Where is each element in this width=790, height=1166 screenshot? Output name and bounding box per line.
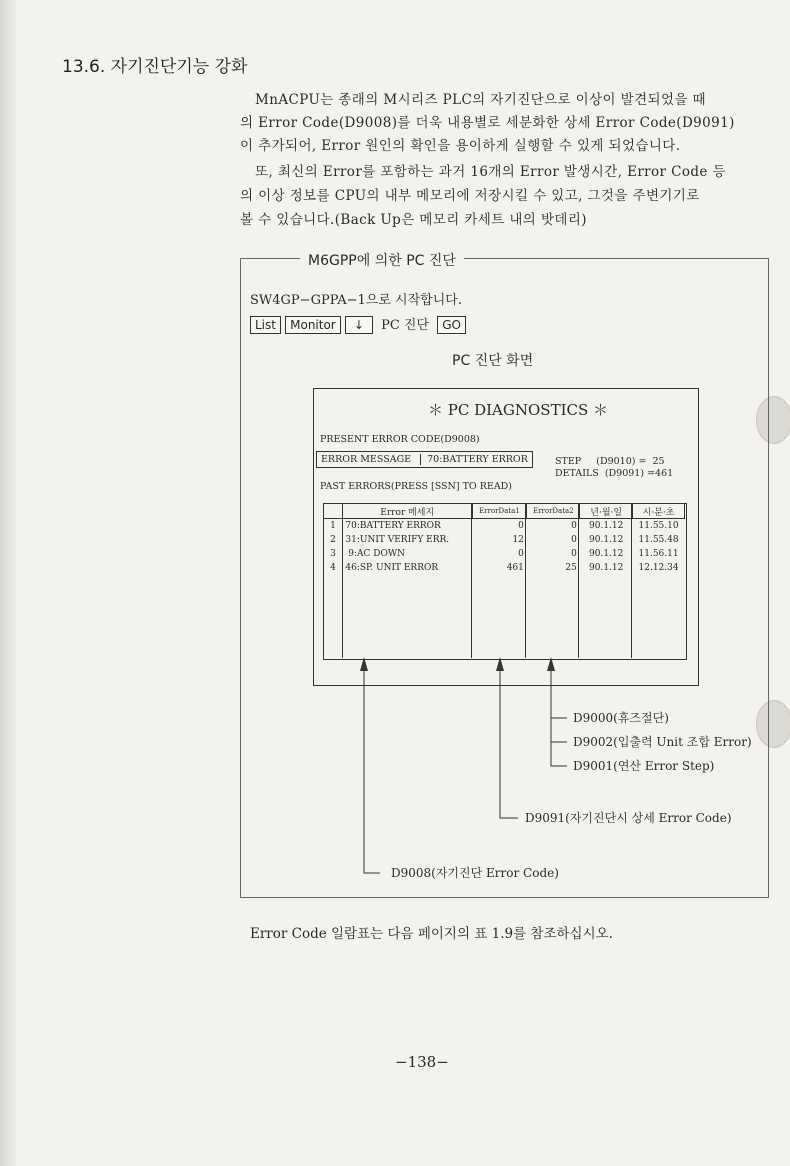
- page-number: −138−: [395, 1053, 449, 1071]
- row-time: 11.55.48: [638, 535, 679, 545]
- row-index: 4: [330, 563, 336, 573]
- start-instruction: SW4GP−GPPA−1으로 시작합니다.: [250, 293, 462, 308]
- row-message: 46:SP. UNIT ERROR: [345, 563, 439, 573]
- row-data1: 12: [512, 535, 524, 545]
- paragraph-line: 의 이상 정보를 CPU의 내부 메모리에 저장시킬 수 있고, 그것을 주변기기로: [240, 188, 700, 204]
- arrow-head-up: [360, 657, 368, 671]
- arrow-head-up: [496, 657, 504, 671]
- footnote: Error Code 일람표는 다음 페이지의 표 1.9를 참조하십시오.: [250, 926, 613, 942]
- past-errors-label: PAST ERRORS(PRESS [SSN] TO READ): [320, 481, 512, 492]
- box-title: M6GPP에 의한 PC 진단: [300, 250, 464, 270]
- error-message-value: 70:BATTERY ERROR: [420, 454, 528, 465]
- row-data1: 461: [506, 563, 524, 573]
- details-line: DETAILS (D9091) =461: [555, 468, 674, 479]
- row-time: 12.12.34: [638, 563, 679, 573]
- error-message-label: ERROR MESSAGE: [321, 454, 412, 465]
- monitor-key[interactable]: Monitor: [285, 316, 341, 334]
- callout-d9001: D9001(연산 Error Step): [573, 759, 715, 773]
- list-key[interactable]: List: [250, 316, 281, 334]
- row-date: 90.1.12: [589, 535, 624, 545]
- arrow-head-up: [547, 657, 555, 671]
- col-header: 시·분·초: [633, 504, 685, 519]
- row-data1: 0: [518, 549, 524, 559]
- down-arrow-key[interactable]: ↓: [345, 316, 373, 334]
- col-header: Error 메세지: [342, 504, 472, 519]
- section-title: 13.6. 자기진단기능 강화: [62, 57, 248, 77]
- col-header: 년·월·일: [580, 504, 633, 519]
- row-data2: 25: [565, 563, 577, 573]
- paragraph-line: 볼 수 있습니다.(Back Up은 메모리 카세트 내의 밧데리): [240, 212, 587, 228]
- paragraph-line: MnACPU는 종래의 M시리즈 PLC의 자기진단으로 이상이 발견되었을 때: [255, 92, 707, 108]
- paragraph-line: 또, 최신의 Error를 포함하는 과거 16개의 Error 발생시간, Error Code 등: [255, 164, 726, 180]
- row-date: 90.1.12: [589, 563, 624, 573]
- row-index: 3: [330, 549, 336, 559]
- row-message: 9:AC DOWN: [345, 549, 405, 559]
- pc-diag-label: PC 진단: [381, 318, 430, 333]
- row-message: 31:UNIT VERIFY ERR.: [345, 535, 450, 545]
- row-index: 2: [330, 535, 336, 545]
- row-data1: 0: [518, 521, 524, 531]
- row-data2: 0: [571, 521, 577, 531]
- callout-d9000: D9000(휴즈절단): [573, 711, 669, 725]
- row-time: 11.56.11: [638, 549, 679, 559]
- row-date: 90.1.12: [589, 521, 624, 531]
- step-line: STEP (D9010) = 25: [555, 456, 665, 467]
- row-time: 11.55.10: [638, 521, 679, 531]
- screen-heading: ＊ PC DIAGNOSTICS ＊: [428, 401, 609, 419]
- row-date: 90.1.12: [589, 549, 624, 559]
- screen-caption: PC 진단 화면: [452, 353, 534, 369]
- callout-d9002: D9002(입출력 Unit 조합 Error): [573, 735, 752, 749]
- paragraph-line: 이 추가되어, Error 원인의 확인을 용이하게 실행할 수 있게 되었습니다.: [240, 138, 681, 154]
- paragraph-line: 의 Error Code(D9008)를 더욱 내용별로 세분화한 상세 Error Code(D9091): [240, 115, 735, 131]
- row-message: 70:BATTERY ERROR: [345, 521, 441, 531]
- go-key[interactable]: GO: [437, 316, 466, 334]
- col-header: ErrorData2: [527, 504, 580, 519]
- callout-d9091: D9091(자기진단시 상세 Error Code): [525, 811, 732, 825]
- callout-d9008: D9008(자기진단 Error Code): [391, 866, 559, 880]
- present-error-label: PRESENT ERROR CODE(D9008): [320, 434, 480, 445]
- row-data2: 0: [571, 549, 577, 559]
- col-header: ErrorData1: [472, 504, 527, 519]
- row-index: 1: [330, 521, 336, 531]
- row-data2: 0: [571, 535, 577, 545]
